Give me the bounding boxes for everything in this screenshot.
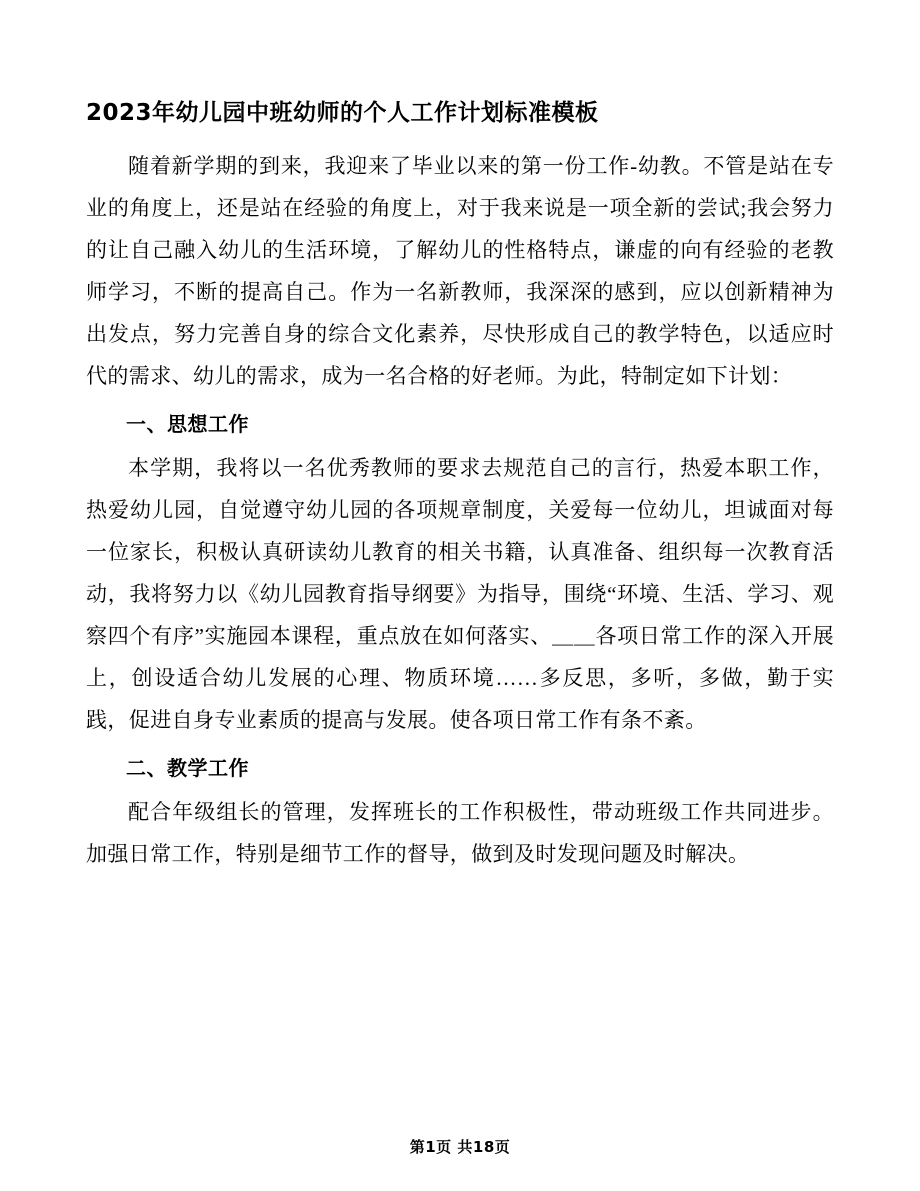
paragraph-intro: 随着新学期的到来，我迎来了毕业以来的第一份工作-幼教。不管是站在专业的角度上，还是站在经验的角度上，对于我来说是一项全新的尝试;我会努力的让自己融入幼儿的生活环境，了解幼儿的性格特点，谦虚的向有经验的老教师学习，不断的提高自己。作为一名新教师，我深深的感到，应以创新精神为出发点，努力完善自身的综合文化素养，尽快形成自己的教学特色，以适应时代的需求、幼儿的需求，成为一名合格的好老师。为此，特制定如下计划： xyxy=(86,153,834,388)
page-footer: 第1页 共18页 xyxy=(409,1138,511,1156)
section-heading-teaching-work: 二、教学工作 xyxy=(126,755,249,780)
page-title: 2023年幼儿园中班幼师的个人工作计划标准模板 xyxy=(86,100,599,126)
paragraph-teaching-work: 配合年级组长的管理，发挥班长的工作积极性，带动班级工作共同进步。加强日常工作，特别是细节工作的督导，做到及时发现问题及时解决。 xyxy=(86,799,834,866)
paragraph-thought-work: 本学期，我将以一名优秀教师的要求去规范自己的言行，热爱本职工作，热爱幼儿园，自觉遵守幼儿园的各项规章制度，关爱每一位幼儿，坦诚面对每一位家长，积极认真研读幼儿教育的相关书籍，认真准备、组织每一次教育活动，我将努力以《幼儿园教育指导纲要》为指导，围绕“环境、生活、学习、观察四个有序”实施园本课程，重点放在如何落实、＿＿各项日常工作的深入开展上，创设适合幼儿发展的心理、物质环境……多反思，多听，多做，勤于实践，促进自身专业素质的提高与发展。使各项日常工作有条不紊。 xyxy=(86,455,834,732)
section-heading-thought-work: 一、思想工作 xyxy=(126,411,249,436)
